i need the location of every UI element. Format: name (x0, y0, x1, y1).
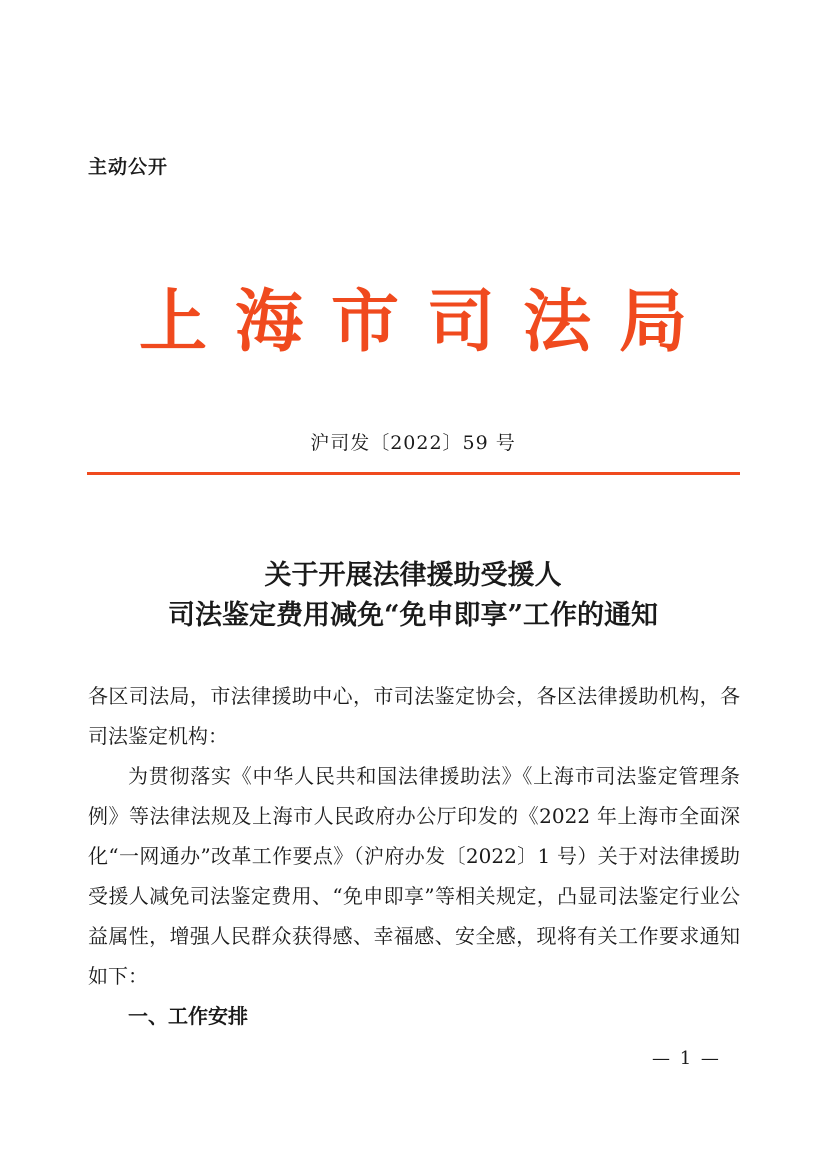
body-paragraph-1: 为贯彻落实《中华人民共和国法律援助法》《上海市司法鉴定管理条例》等法律法规及上海市人民政府办公厅印发的《2022 年上海市全面深化“一网通办”改革工作要点》（沪府办发〔2022〕1 号）关于对法律援助受援人减免司法鉴定费用、“免申即享”等相关规定，凸显司法鉴定行业公益属性，增强人民群众获得感、幸福感、安全感，现将有关工作要求通知如下： (88, 764, 740, 988)
red-divider (87, 472, 740, 475)
section-heading-1: 一、工作安排 (128, 1004, 248, 1028)
document-number: 沪司发〔2022〕59 号 (310, 432, 516, 454)
document-body (88, 676, 740, 1036)
page-number: — 1 — (652, 1048, 721, 1069)
disclosure-label: 主动公开 (88, 156, 169, 178)
document-title (0, 556, 826, 636)
title-line-2: 司法鉴定费用减免“免申即享”工作的通知 (167, 600, 659, 631)
agency-masthead: 上海市司法局 (138, 282, 715, 362)
addressees: 各区司法局，市法律援助中心，市司法鉴定协会，各区法律援助机构，各司法鉴定机构： (88, 684, 740, 748)
title-line-1: 关于开展法律援助受援人 (264, 560, 562, 591)
